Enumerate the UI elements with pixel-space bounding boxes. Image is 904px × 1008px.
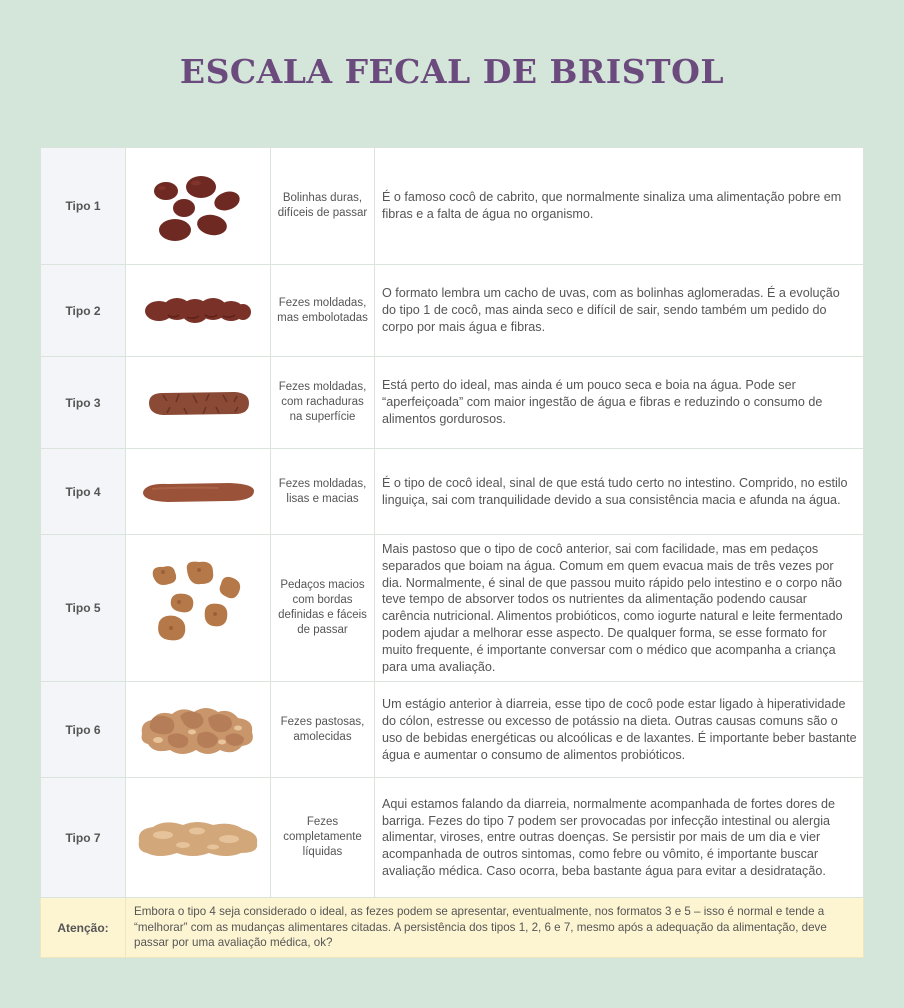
attention-text: Embora o tipo 4 seja considerado o ideal, as fezes podem se apresentar, eventualmente, nos formatos 3 e 5 – isso é normal e tende a “melhorar” com as mudanças alimentares citadas. A persistência dos tipos 1, 2, 6 e 7, mesmo após a adequação da alimentação, deve passar por uma avaliação médica, ok?: [126, 898, 864, 958]
table-row-tipo-2: [41, 265, 864, 357]
row-description: O formato lembra um cacho de uvas, com as bolinhas aglomeradas. É a evolução do tipo 1 de cocô, mas ainda seco e difícil de sair, sendo também um pedido do corpo por mais água e fibras.: [375, 265, 864, 357]
table-row-tipo-4: [41, 449, 864, 535]
table-row-tipo-5: [41, 535, 864, 682]
table-row-tipo-3: [41, 357, 864, 449]
page-title: ESCALA FECAL DE BRISTOL: [179, 52, 725, 91]
row-description: É o famoso cocô de cabrito, que normalmente sinaliza uma alimentação pobre em fibras e a falta de água no organismo.: [375, 148, 864, 265]
row-type-label: Tipo 6: [41, 682, 126, 778]
hard-lumps-icon: [138, 166, 258, 246]
row-short-description: Pedaços macios com bordas definidas e fáceis de passar: [271, 535, 375, 682]
row-short-description: Fezes completamente líquidas: [271, 778, 375, 898]
row-type-label: Tipo 1: [41, 148, 126, 265]
row-type-label: Tipo 5: [41, 535, 126, 682]
attention-label: Atenção:: [41, 898, 126, 958]
row-type-label: Tipo 4: [41, 449, 126, 535]
row-description: Mais pastoso que o tipo de cocô anterior, sai com facilidade, mas em pedaços separados que boiam na água. Comum em quem evacua mais de três vezes por dia. Normalmente, é sinal de que passou muito rápido pelo intestino e o corpo não teve tempo de absorver todos os nutrientes da alimentação podendo causar carência nutricional. Alimentos probióticos, como iogurte natural e leite fermentado podem ajudar a melhorar esse aspecto. De qualquer forma, se esse formato for muito frequente, é importante conversar com o médico que acompanha a criança para uma avaliação.: [375, 535, 864, 682]
row-description: Está perto do ideal, mas ainda é um pouco seca e boia na água. Pode ser “aperfeiçoada” com maior ingestão de água e fibras e reduzindo o consumo de alimentos gordurosos.: [375, 357, 864, 449]
row-short-description: Fezes moldadas, mas embolotadas: [271, 265, 375, 357]
mushy-pieces-icon: [138, 700, 258, 760]
row-type-label: Tipo 7: [41, 778, 126, 898]
smooth-sausage-icon: [138, 477, 258, 507]
table-row-tipo-1: [41, 148, 864, 265]
row-description: Um estágio anterior à diarreia, esse tipo de cocô pode estar ligado à hiperatividade do cólon, estresse ou excesso de potássio na dieta. Outras causas comuns são o uso de bebidas energéticas ou alcoólicas e de laxantes. É importante beber bastante água e aumentar o consumo de alimentos probióticos.: [375, 682, 864, 778]
table-row-tipo-7: [41, 778, 864, 898]
row-description: Aqui estamos falando da diarreia, normalmente acompanhada de fortes dores de barriga. Fezes do tipo 7 podem ser provocadas por infecção intestinal ou alergia alimentar, viroses, entre outras doenças. Se persistir por mais de um dia e vier acompanhada de outros sintomas, como febre ou vômito, é importante buscar avaliação médica. Caso ocorra, beba bastante água para evitar a desidratação.: [375, 778, 864, 898]
row-description: É o tipo de cocô ideal, sinal de que está tudo certo no intestino. Comprido, no estilo linguiça, sai com tranquilidade devido a sua consistência macia e afunda na água.: [375, 449, 864, 535]
liquid-puddle-icon: [135, 813, 261, 863]
lumpy-sausage-icon: [143, 291, 253, 331]
soft-blobs-icon: [143, 558, 253, 658]
row-type-label: Tipo 3: [41, 357, 126, 449]
row-short-description: Fezes moldadas, com rachaduras na superfície: [271, 357, 375, 449]
table-row-tipo-6: [41, 682, 864, 778]
row-type-label: Tipo 2: [41, 265, 126, 357]
attention-row: [41, 898, 864, 958]
row-short-description: Bolinhas duras, difíceis de passar: [271, 148, 375, 265]
cracked-sausage-icon: [143, 385, 253, 421]
bristol-scale-table: [40, 147, 864, 958]
row-short-description: Fezes pastosas, amolecidas: [271, 682, 375, 778]
row-short-description: Fezes moldadas, lisas e macias: [271, 449, 375, 535]
